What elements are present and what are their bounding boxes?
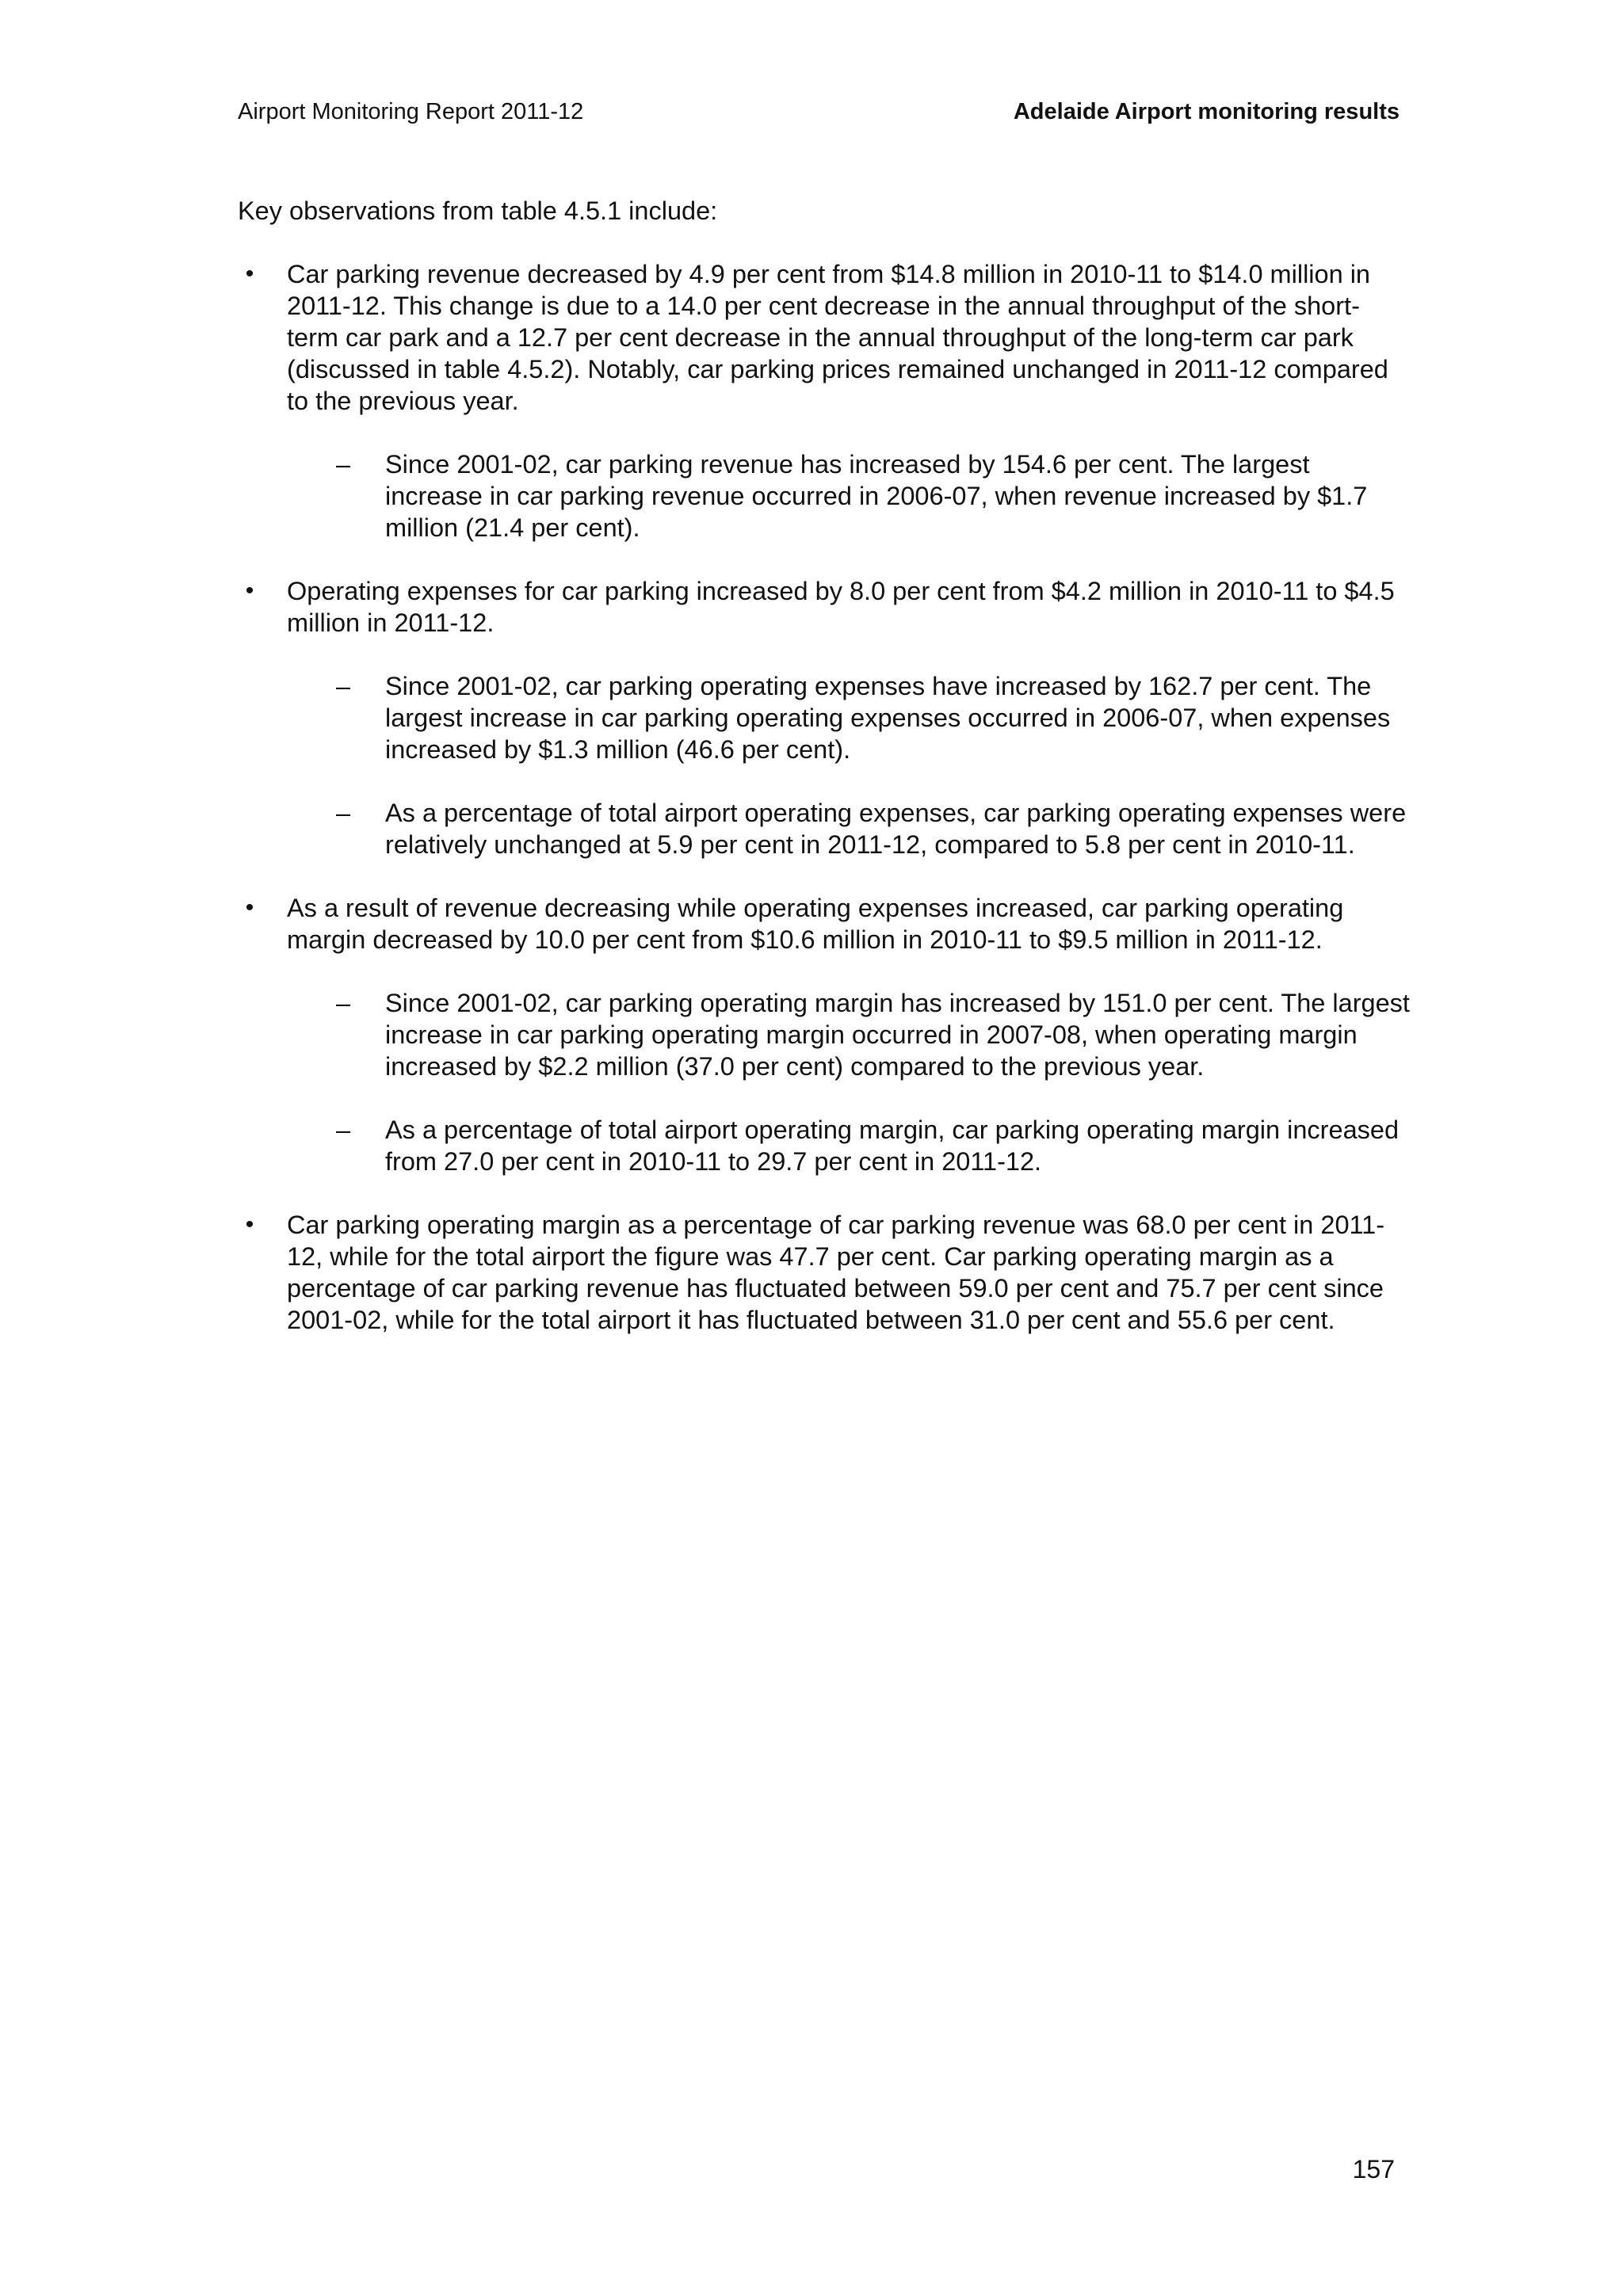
bullet-text: Car parking operating margin as a percentage of car parking revenue was 68.0 per cent in 2011-12, while for the total airport the figure was 47.7 per cent. Car parking operating margin as a percentage of car parking revenue has fluctuated between 59.0 per cent and 75.7 per cent since 2001-02, while for the total airport it has fluctuated between 31.0 per cent and 55.6 per cent. bbox=[287, 1211, 1385, 1334]
dash-marker: – bbox=[336, 672, 351, 700]
sub-item-text: Since 2001-02, car parking operating margin has increased by 151.0 per cent. The largest increase in car parking operating margin occurred in 2007-08, when operating margin increased by $2.2 million (37.0 per cent) compared to the previous year. bbox=[385, 989, 1410, 1081]
dash-marker: – bbox=[336, 450, 351, 479]
intro-paragraph: Key observations from table 4.5.1 include: bbox=[238, 196, 718, 225]
sub-item-text: As a percentage of total airport operating expenses, car parking operating expenses were relatively unchanged at 5.9 per cent in 2011-12, compared to 5.8 per cent in 2010-11. bbox=[385, 799, 1407, 859]
bullet-text: Car parking revenue decreased by 4.9 per cent from $14.8 million in 2010-11 to $14.0 million in 2011-12. This change is due to a 14.0 per cent decrease in the annual throughput of the short-term car park and a 12.7 per cent decrease in the annual throughput of the long-term car park (discussed in table 4.5.2). Notably, car parking prices remained unchanged in 2011-12 compared to the previous year. bbox=[287, 260, 1388, 415]
page-number: 157 bbox=[1352, 2155, 1395, 2183]
sub-list bbox=[287, 670, 1411, 860]
bullet-marker: • bbox=[245, 1211, 254, 1238]
bullet-text: Operating expenses for car parking increased by 8.0 per cent from $4.2 million in 2010-11 to $4.5 million in 2011-12. bbox=[287, 577, 1395, 637]
sub-list bbox=[287, 448, 1411, 543]
bullet-item bbox=[238, 1209, 1411, 1336]
sub-item-text: Since 2001-02, car parking revenue has increased by 154.6 per cent. The largest increase in car parking revenue occurred in 2006-07, when revenue increased by $1.7 million (21.4 per cent). bbox=[385, 450, 1368, 542]
sub-item bbox=[287, 670, 1411, 765]
bullet-item bbox=[238, 575, 1411, 860]
dash-marker: – bbox=[336, 1116, 351, 1144]
bullet-marker: • bbox=[245, 261, 254, 287]
dash-marker: – bbox=[336, 989, 351, 1017]
page-header bbox=[238, 96, 1400, 128]
document-body bbox=[238, 195, 1411, 1367]
dash-marker: – bbox=[336, 799, 351, 827]
bullet-item bbox=[238, 892, 1411, 1177]
sub-list bbox=[287, 987, 1411, 1177]
section-title: Adelaide Airport monitoring results bbox=[1013, 99, 1400, 124]
sub-item-text: Since 2001-02, car parking operating expenses have increased by 162.7 per cent. The largest increase in car parking operating expenses occurred in 2006-07, when expenses increased by $1.3 million (46.6 per cent). bbox=[385, 672, 1391, 764]
sub-item bbox=[287, 987, 1411, 1082]
sub-item bbox=[287, 1114, 1411, 1177]
bullet-marker: • bbox=[245, 894, 254, 921]
report-title: Airport Monitoring Report 2011-12 bbox=[238, 99, 584, 124]
bullet-marker: • bbox=[245, 578, 254, 604]
bullet-item bbox=[238, 258, 1411, 543]
sub-item bbox=[287, 797, 1411, 860]
bullet-text: As a result of revenue decreasing while operating expenses increased, car parking operating margin decreased by 10.0 per cent from $10.6 million in 2010-11 to $9.5 million in 2011-12. bbox=[287, 894, 1344, 954]
sub-item bbox=[287, 448, 1411, 543]
sub-item-text: As a percentage of total airport operating margin, car parking operating margin increased from 27.0 per cent in 2010-11 to 29.7 per cent in 2011-12. bbox=[385, 1116, 1400, 1176]
